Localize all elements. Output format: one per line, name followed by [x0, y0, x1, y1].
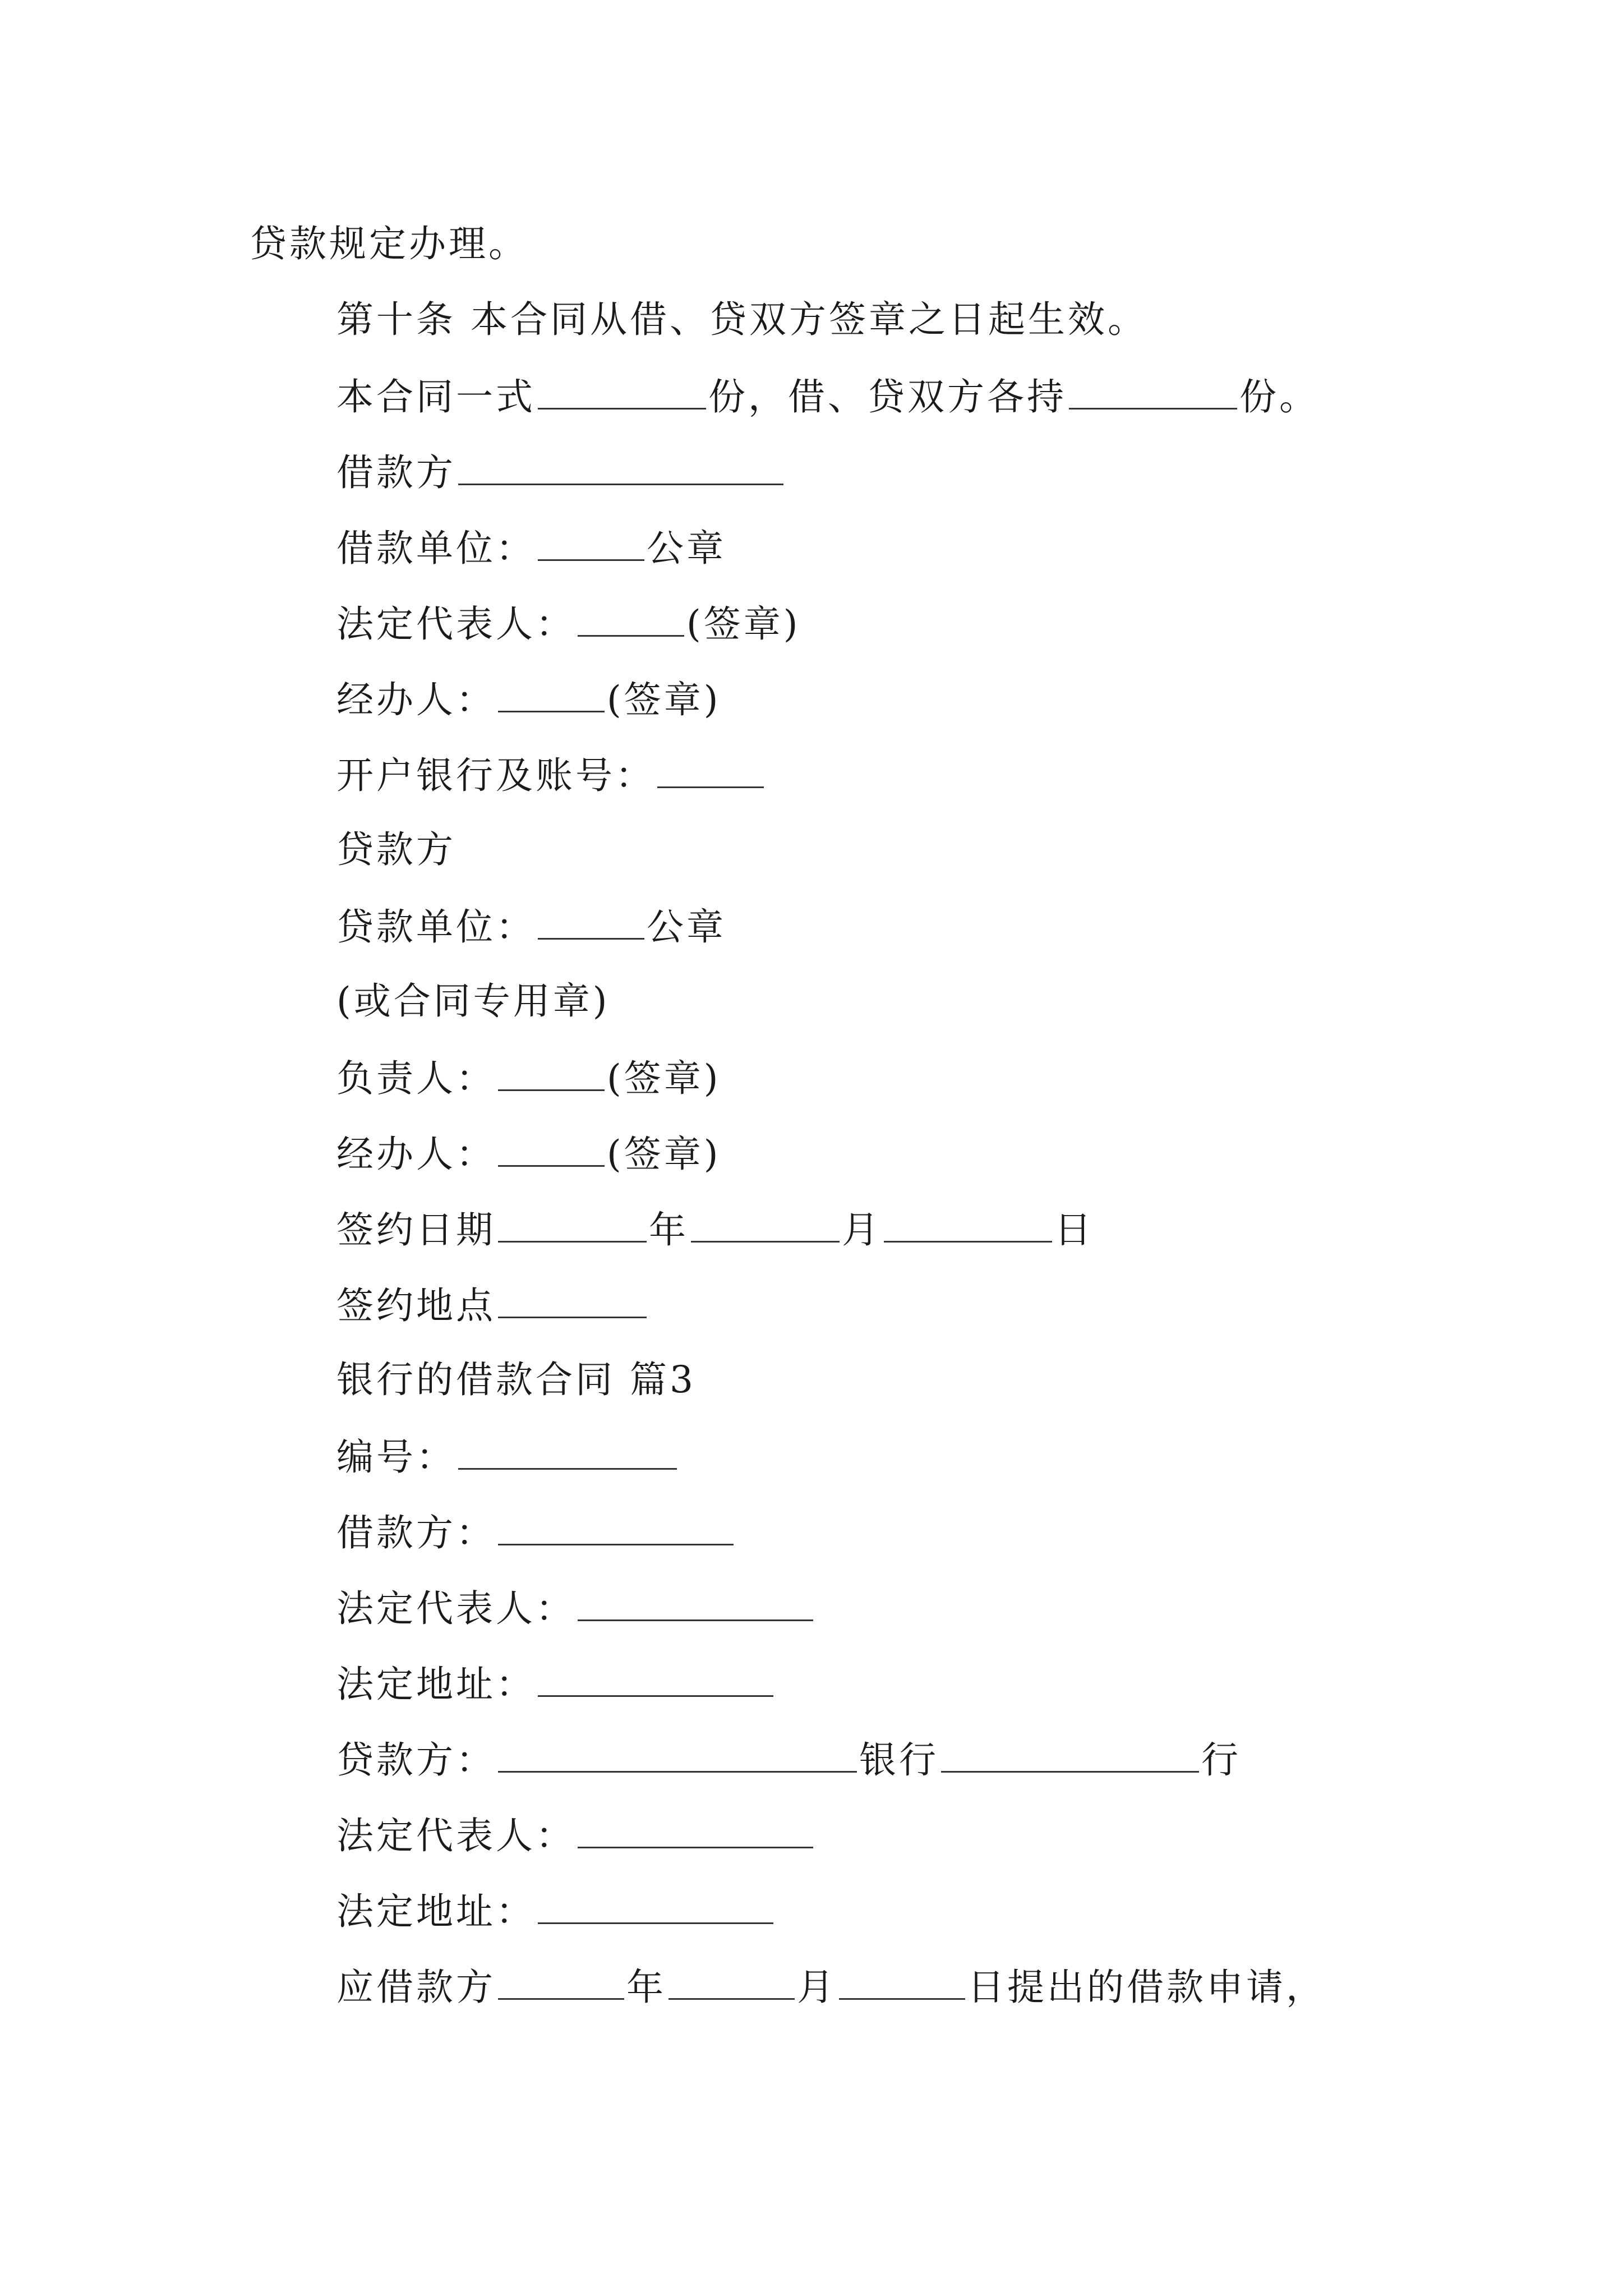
line-text: (签章) — [607, 1133, 721, 1176]
line-text: 年 — [649, 1208, 689, 1251]
fill-blank — [498, 1206, 647, 1243]
text-line — [250, 222, 528, 266]
fill-blank — [691, 1206, 840, 1243]
text-line — [336, 1660, 776, 1705]
line-text: 公章 — [647, 527, 726, 570]
line-text: 签约日期 — [336, 1208, 496, 1251]
line-text: 份，借、贷双方各持 — [708, 375, 1067, 418]
text-line — [336, 1055, 721, 1099]
fill-blank — [578, 1812, 813, 1848]
line-text: 应借款方 — [336, 1966, 496, 2009]
fill-blank — [538, 1888, 773, 1924]
line-text: 借款方 — [336, 451, 456, 494]
fill-blank — [498, 1509, 734, 1545]
fill-blank — [1069, 373, 1237, 409]
fill-blank — [498, 1736, 857, 1773]
line-text: 日提出的借款申请， — [967, 1966, 1326, 2009]
section-heading — [336, 1358, 696, 1402]
line-text: 开户银行及账号： — [336, 754, 655, 797]
fill-blank — [657, 752, 764, 788]
fill-blank — [941, 1736, 1199, 1773]
line-text: (或合同专用章) — [336, 979, 610, 1023]
line-text: 月 — [842, 1208, 882, 1251]
fill-blank — [538, 1660, 773, 1697]
text-line — [336, 297, 1147, 342]
text-line — [336, 979, 610, 1024]
text-line — [336, 600, 801, 645]
line-text: 第十条 本合同从借、贷双方签章之日起生效。 — [336, 298, 1147, 341]
fill-blank — [458, 1433, 677, 1470]
text-line — [336, 1812, 815, 1857]
line-text: 法定代表人： — [336, 1587, 575, 1630]
line-text: 借款单位： — [336, 527, 536, 570]
line-text: (签章) — [607, 1057, 721, 1100]
line-text: 经办人： — [336, 1133, 496, 1176]
line-text: 公章 — [647, 905, 726, 949]
text-line — [336, 1963, 1326, 2008]
text-line — [336, 449, 786, 494]
fill-blank — [578, 1585, 813, 1621]
line-text: 贷款单位： — [336, 905, 536, 949]
line-text: 行 — [1201, 1738, 1241, 1782]
line-text: 负责人： — [336, 1057, 496, 1100]
text-line — [336, 1888, 776, 1932]
text-line — [336, 373, 1319, 418]
fill-blank — [538, 373, 706, 409]
text-line — [336, 752, 766, 797]
fill-blank — [498, 1055, 605, 1091]
line-text: 年 — [626, 1966, 666, 2009]
text-line — [336, 524, 726, 569]
fill-blank — [839, 1963, 965, 2000]
line-text: 银行的借款合同 篇3 — [336, 1358, 696, 1401]
fill-blank — [498, 1130, 605, 1167]
text-line — [336, 827, 456, 872]
line-text: 签约地点 — [336, 1284, 496, 1327]
line-text: (签章) — [607, 678, 721, 721]
line-text: 经办人： — [336, 678, 496, 721]
fill-blank — [458, 449, 783, 485]
fill-blank — [668, 1963, 795, 2000]
text-line — [336, 1736, 1241, 1781]
line-text: 贷款方： — [336, 1738, 496, 1782]
fill-blank — [884, 1206, 1052, 1243]
text-line — [336, 1206, 1094, 1251]
line-text: 贷款方 — [336, 828, 456, 871]
fill-blank — [538, 903, 644, 940]
line-text: 贷款规定办理。 — [250, 222, 528, 265]
line-text: 份。 — [1239, 375, 1319, 418]
line-text: 借款方： — [336, 1511, 496, 1554]
text-line — [336, 1282, 649, 1327]
text-line — [336, 1433, 679, 1478]
line-text: 法定地址： — [336, 1890, 536, 1933]
fill-blank — [498, 1963, 624, 2000]
fill-blank — [498, 676, 605, 712]
line-text: 银行 — [859, 1738, 939, 1782]
text-line — [336, 1585, 815, 1630]
fill-blank — [498, 1282, 647, 1318]
fill-blank — [538, 524, 644, 561]
fill-blank — [578, 600, 684, 637]
text-line — [336, 1509, 736, 1554]
line-text: 法定地址： — [336, 1663, 536, 1706]
line-text: 法定代表人： — [336, 1814, 575, 1857]
text-line — [336, 676, 721, 721]
line-text: 月 — [797, 1966, 837, 2009]
line-text: 法定代表人： — [336, 602, 575, 646]
line-text: 编号： — [336, 1435, 456, 1479]
line-text: (签章) — [686, 602, 801, 646]
line-text: 本合同一式 — [336, 375, 536, 418]
text-line — [336, 1130, 721, 1175]
line-text: 日 — [1054, 1208, 1094, 1251]
text-line — [336, 903, 726, 948]
